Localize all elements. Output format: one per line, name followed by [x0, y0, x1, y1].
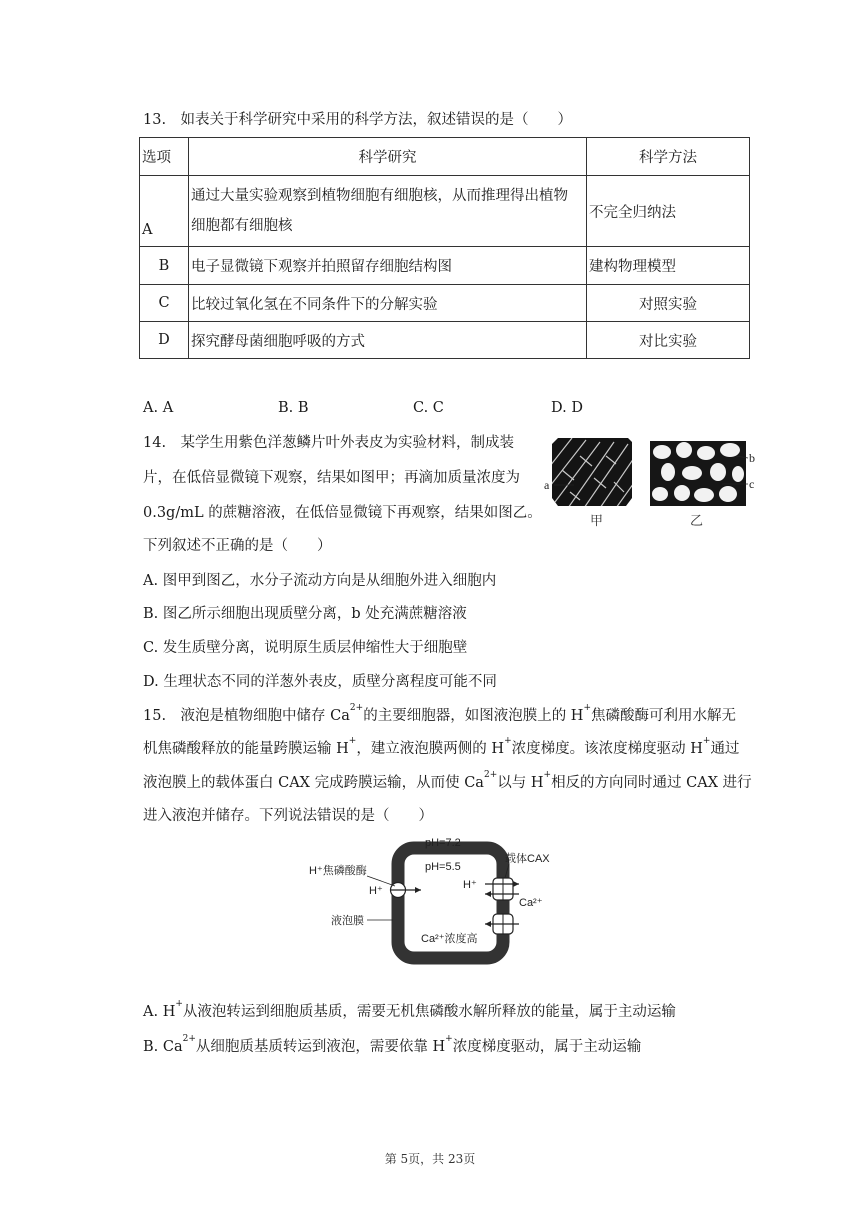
row-method: 建构物理模型	[587, 247, 750, 285]
label-cax: 载体CAX	[505, 853, 550, 865]
arrow-head-icon	[485, 921, 491, 927]
row-option: B	[140, 247, 189, 285]
table-row	[140, 247, 750, 285]
table-row	[140, 322, 750, 359]
row-option: A	[140, 176, 189, 247]
table-row	[140, 285, 750, 322]
arrow-head-icon	[485, 891, 491, 897]
row-research: 探究酵母菌细胞呼吸的方式	[189, 322, 587, 359]
row-option: D	[140, 322, 189, 359]
ph-outside-label: pH=7.2	[425, 837, 461, 849]
label-ca-concentration: Ca²⁺浓度高	[421, 933, 478, 945]
ph-inside-label: pH=5.5	[425, 861, 461, 873]
q15-stem-line2: 机焦磷酸释放的能量跨膜运输 H+，建立液泡膜两侧的 H+浓度梯度。该浓度梯度驱动 H+通过	[143, 736, 740, 757]
q14-option-a[interactable]: A. 图甲到图乙，水分子流动方向是从细胞外进入细胞内	[143, 573, 497, 589]
q14-stem-line1: 14. 某学生用紫色洋葱鳞片叶外表皮为实验材料，制成装	[143, 435, 515, 451]
q14-option-b[interactable]: B. 图乙所示细胞出现质壁分离，b 处充满蔗糖溶液	[143, 606, 467, 622]
q15-option-b[interactable]: B. $Ca^{2+}$从细胞质基质转运到液泡，需要依靠 H+浓度梯度驱动，属于主动运输	[143, 1034, 642, 1055]
q13-stem: 13. 如表关于科学研究中采用的科学方法，叙述错误的是（ ）	[143, 112, 573, 128]
q15-stem-line3: 液泡膜上的载体蛋白 CAX 完成跨膜运输，从而使 $Ca^{2+}$以与 H+相反的方向同时通过 CAX 进行	[143, 770, 752, 791]
q14-option-c[interactable]: C. 发生质壁分离，说明原生质层伸缩性大于细胞壁	[143, 640, 468, 656]
label-membrane: 液泡膜	[331, 915, 364, 927]
q15-option-a[interactable]: A. H+从液泡转运到细胞质基质，需要无机焦磷酸水解所释放的能量，属于主动运输	[143, 999, 676, 1020]
label-ca: Ca²⁺	[519, 897, 543, 909]
row-research	[189, 176, 587, 247]
q13-option-c[interactable]: C. C	[413, 400, 444, 416]
row-research: 电子显微镜下观察并拍照留存细胞结构图	[189, 247, 587, 285]
q13-option-d[interactable]: D. D	[551, 400, 583, 416]
row-method: 对照实验	[587, 285, 750, 322]
q13-option-b[interactable]: B. B	[278, 400, 309, 416]
q15-stem-line1: 15. 液泡是植物细胞中储存 $Ca^{2+}$的主要细胞器，如图液泡膜上的 H+焦磷酸酶可利用水解无	[143, 703, 737, 724]
q14-stem-line3: 0.3g/mL 的蔗糖溶液，在低倍显微镜下再观察，结果如图乙。	[143, 505, 542, 521]
q14-stem-line4: 下列叙述不正确的是（ ）	[143, 538, 332, 554]
arrow-head-icon	[415, 887, 421, 893]
label-h-right: H⁺	[463, 879, 477, 891]
label-b: b	[749, 451, 755, 465]
cell-image-yi	[650, 441, 746, 506]
header-option: 选项	[140, 138, 189, 176]
label-a: a	[544, 478, 550, 492]
row-method: 对比实验	[587, 322, 750, 359]
row-research-line1: 通过大量实验观察到植物细胞有细胞核，从而推理得出植物	[191, 188, 568, 204]
q14-stem-line2: 片，在低倍显微镜下观察，结果如图甲；再滴加质量浓度为	[143, 470, 520, 486]
header-method: 科学方法	[587, 138, 750, 176]
caption-yi: 乙	[690, 513, 704, 528]
q13-table	[139, 137, 750, 359]
row-option: C	[140, 285, 189, 322]
q13-option-a[interactable]: A. A	[143, 400, 174, 416]
q15-stem-line4: 进入液泡并储存。下列说法错误的是（ ）	[143, 808, 433, 824]
page-footer: 第 5页，共 23页	[384, 1152, 476, 1166]
q14-option-d[interactable]: D. 生理状态不同的洋葱外表皮，质壁分离程度可能不同	[143, 674, 497, 690]
label-h-left: H⁺	[369, 885, 383, 897]
row-research: 比较过氧化氢在不同条件下的分解实验	[189, 285, 587, 322]
q15-vacuole-figure	[305, 834, 555, 970]
q14-figure	[540, 436, 762, 528]
table-header-row	[140, 138, 750, 176]
row-method: 不完全归纳法	[587, 176, 750, 247]
cell-image-jia	[550, 438, 636, 508]
table-row	[140, 176, 750, 247]
row-research-line2: 细胞都有细胞核	[191, 218, 293, 234]
header-research: 科学研究	[189, 138, 587, 176]
caption-jia: 甲	[590, 513, 604, 528]
arrow-head-icon	[513, 881, 519, 887]
label-c: c	[749, 477, 755, 491]
label-pyrophosphatase: H⁺焦磷酸酶	[309, 865, 367, 877]
